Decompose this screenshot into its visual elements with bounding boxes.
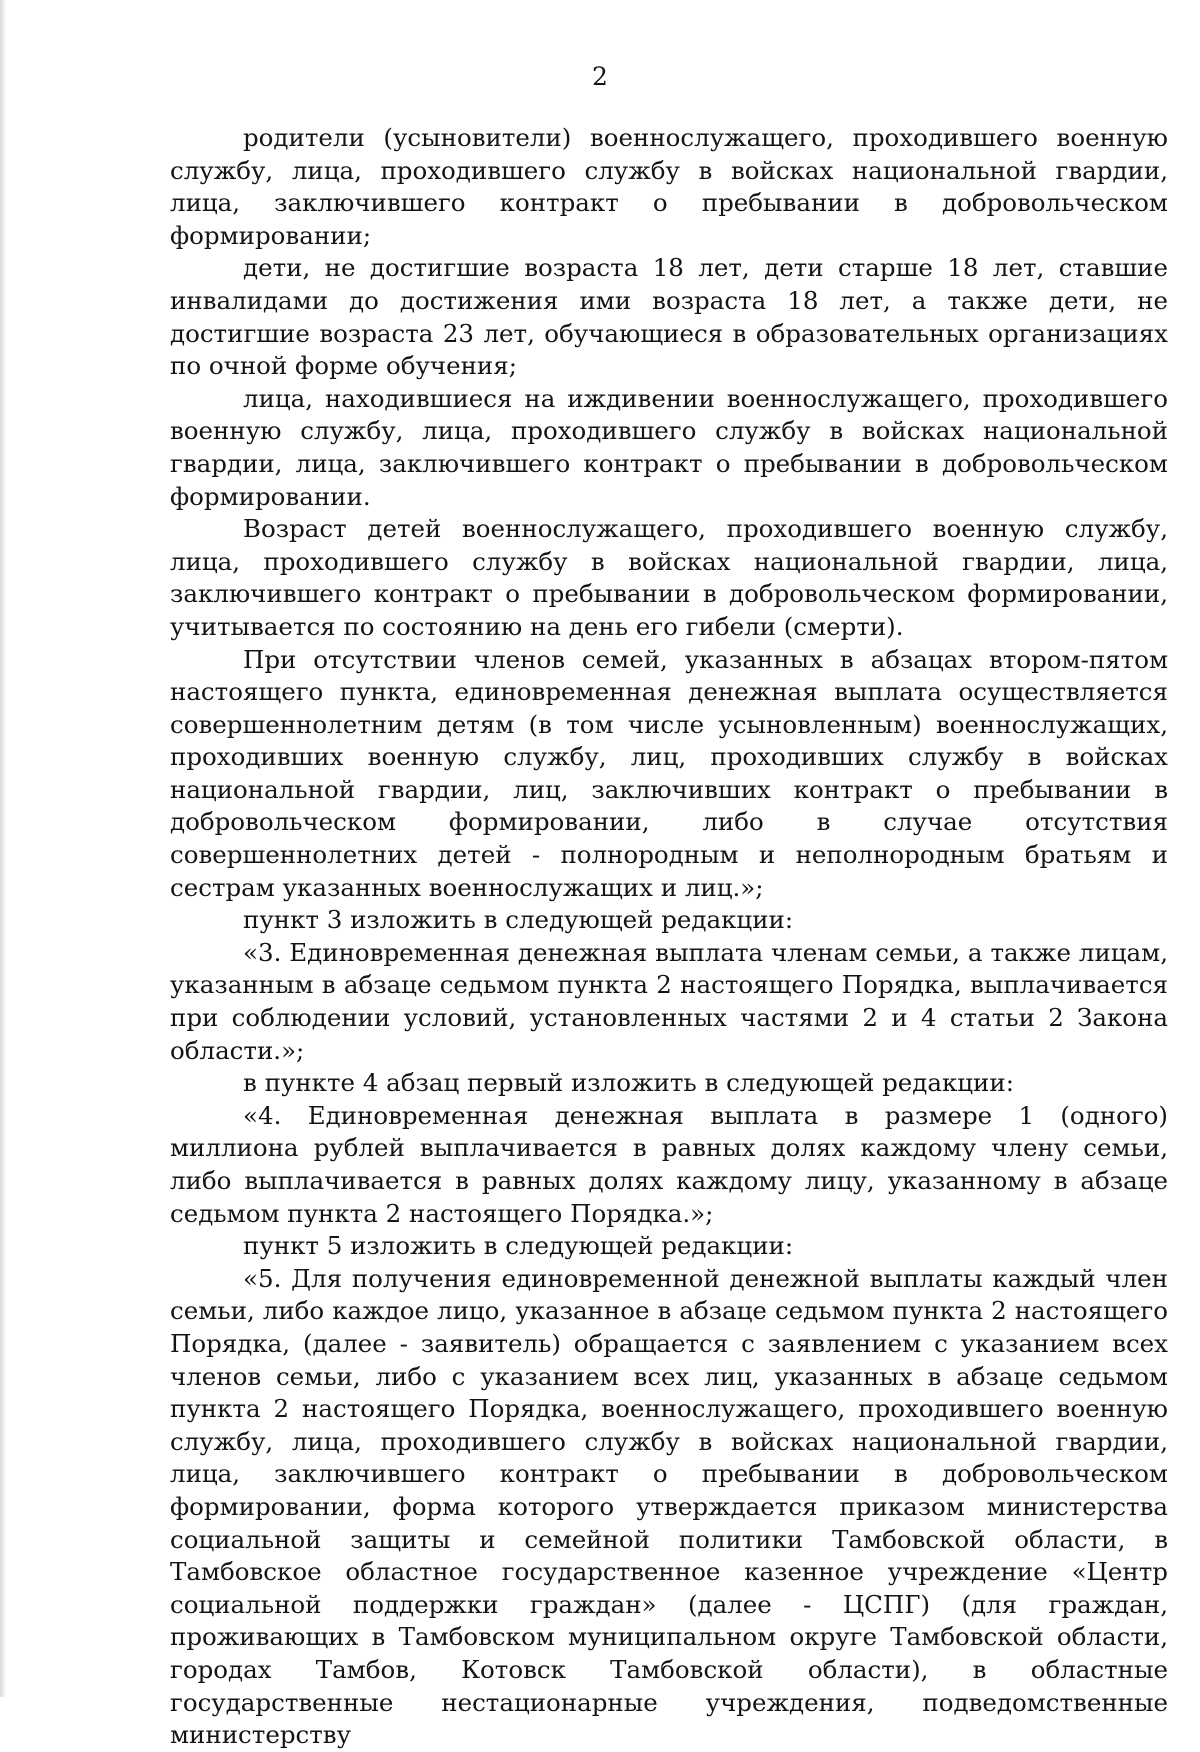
- document-body: [170, 122, 1168, 1752]
- paragraph-item-4-text: «4. Единовременная денежная выплата в размере 1 (одного) миллиона рублей выплачивается в равных долях каждому члену семьи, либо выплачивается в равных долях каждому лицу, указанному в абзаце седьмом пункта 2 настоящего Порядка.»;: [170, 1100, 1168, 1228]
- paragraph-item-4-intro: в пункте 4 абзац первый изложить в следующей редакции:: [243, 1068, 1014, 1098]
- paragraph-absence-of-family: При отсутствии членов семей, указанных в абзацах втором-пятом настоящего пункта, единовременная денежная выплата осуществляется совершеннолетним детям (в том числе усыновленным) военнослужащих, проходивших военную службу, лиц, проходивших службу в войсках национальной гвардии, лиц, заключивших контракт о пребывании в добровольческом формировании, либо в случае отсутствия совершеннолетних детей - полнородным и неполнородным братьям и сестрам указанных военнослужащих и лиц.»;: [170, 644, 1168, 902]
- paragraph-item-3-text: «3. Единовременная денежная выплата членам семьи, а также лицам, указанным в абзаце седьмом пункта 2 настоящего Порядка, выплачивается при соблюдении условий, установленных частями 2 и 4 статьи 2 Закона области.»;: [170, 937, 1168, 1065]
- paragraph-item-5-intro: пункт 5 изложить в следующей редакции:: [243, 1231, 794, 1261]
- paragraph-children: дети, не достигшие возраста 18 лет, дети старше 18 лет, ставшие инвалидами до достижения ими возраста 18 лет, а также дети, не достигшие возраста 23 лет, обучающиеся в образовательных организациях по очной форме обучения;: [170, 253, 1168, 381]
- paragraph-item-5-text: «5. Для получения единовременной денежной выплаты каждый член семьи, либо каждое лицо, указанное в абзаце седьмом пункта 2 настоящего Порядка, (далее - заявитель) обращается с заявлением с указанием всех членов семьи, либо с указанием всех лиц, указанных в абзаце седьмом пункта 2 настоящего Порядка, военнослужащего, проходившего военную службу, лица, проходившего службу в войсках национальной гвардии, лица, заключившего контракт о пребывании в добровольческом формировании, форма которого утверждается приказом министерства социальной защиты и семейной политики Тамбовской области, в Тамбовское областное государственное казенное учреждение «Центр социальной поддержки граждан» (далее - ЦСПГ) (для граждан, проживающих в Тамбовском муниципальном округе Тамбовской области, городах Тамбов, Котовск Тамбовской области), в областные государственные нестационарные учреждения, подведомственные министерству: [170, 1263, 1168, 1750]
- paragraph-parents: родители (усыновители) военнослужащего, проходившего военную службу, лица, проходившего службу в войсках национальной гвардии, лица, заключившего контракт о пребывании в добровольческом формировании;: [170, 123, 1168, 250]
- paragraph-children-age: Возраст детей военнослужащего, проходившего военную службу, лица, проходившего службу в войсках национальной гвардии, лица, заключившего контракт о пребывании в добровольческом формировании, учитывается по состоянию на день его гибели (смерти).: [170, 514, 1168, 641]
- page-number: 2: [592, 62, 608, 91]
- scan-edge-shadow: [0, 0, 6, 1697]
- paragraph-dependents: лица, находившиеся на иждивении военнослужащего, проходившего военную службу, лица, проходившего службу в войсках национальной гвардии, лица, заключившего контракт о пребывании в добровольческом формировании.: [170, 383, 1168, 511]
- paragraph-item-3-intro: пункт 3 изложить в следующей редакции:: [243, 905, 794, 935]
